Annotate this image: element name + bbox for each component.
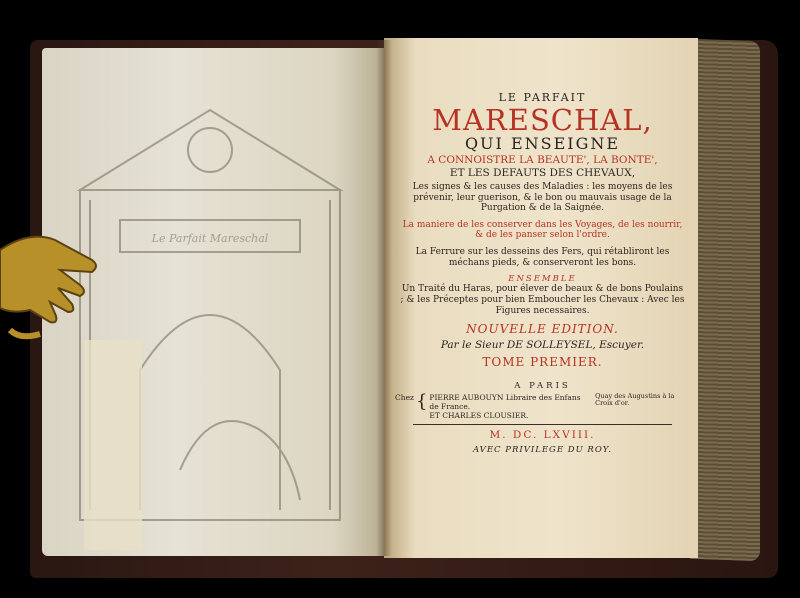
imprint-rule [413, 424, 672, 425]
cartouche-text: Le Parfait Mareschal [151, 232, 269, 245]
title-line-5: ET LES DEFAUTS DES CHEVAUX, [449, 166, 636, 179]
title-ensemble: ENSEMBLE [508, 274, 577, 285]
imprint-block [395, 390, 690, 420]
title-line-4: A CONNOISTRE LA BEAUTE', LA BONTE', [427, 154, 658, 167]
title-edition: NOUVELLE EDITION. [466, 322, 619, 337]
title-line-1: LE PARFAIT [498, 91, 587, 104]
title-para-2: La maniere de les conserver dans les Voyages, de les nourrir, & de les panser selon l'ordre. [402, 219, 683, 241]
imprint-city: A PARIS [514, 380, 571, 391]
title-line-3: QUI ENSEIGNE [464, 134, 621, 154]
imprint-chez: Chez [395, 392, 414, 402]
imprint-printer-2: ET CHARLES CLOUSIER. [429, 410, 529, 420]
title-tome: TOME PREMIER. [482, 354, 603, 369]
brass-hand-clip [0, 230, 100, 340]
title-page-text [395, 92, 690, 455]
gutter-shadow [376, 40, 392, 556]
title-para-3: La Ferrure sur les desseins des Fers, qui rétabliront les méchans pieds, & conserveront les bons. [415, 247, 670, 268]
title-author: Par le Sieur DE SOLLEYSEL, Escuyer. [440, 339, 645, 352]
imprint-printer-1: PIERRE AUBOUYN Libraire des Enfans de France. [429, 392, 581, 411]
imprint-privilege: AVEC PRIVILEGE DU ROY. [472, 445, 613, 456]
paper-slip [84, 340, 142, 550]
title-para-4: Un Traité du Haras, pour élever de beaux & de bons Poulains ; & les Préceptes pour bien Emboucher les Chevaux : Avec les Figures necessaires. [400, 284, 685, 316]
title-line-2: MARESCHAL, [432, 102, 653, 137]
imprint-quay: Quay des Augustins à la Croix d'or. [595, 391, 675, 407]
brace-glyph: { [415, 390, 428, 412]
page-edges [690, 39, 760, 561]
imprint-year: M. DC. LXVIII. [489, 428, 596, 441]
title-para-1: Les signes & les causes des Maladies : les moyens de les prévenir, leur guerison, & le bon ou mauvais usage de la Purgation & de la Saignée. [412, 182, 673, 214]
